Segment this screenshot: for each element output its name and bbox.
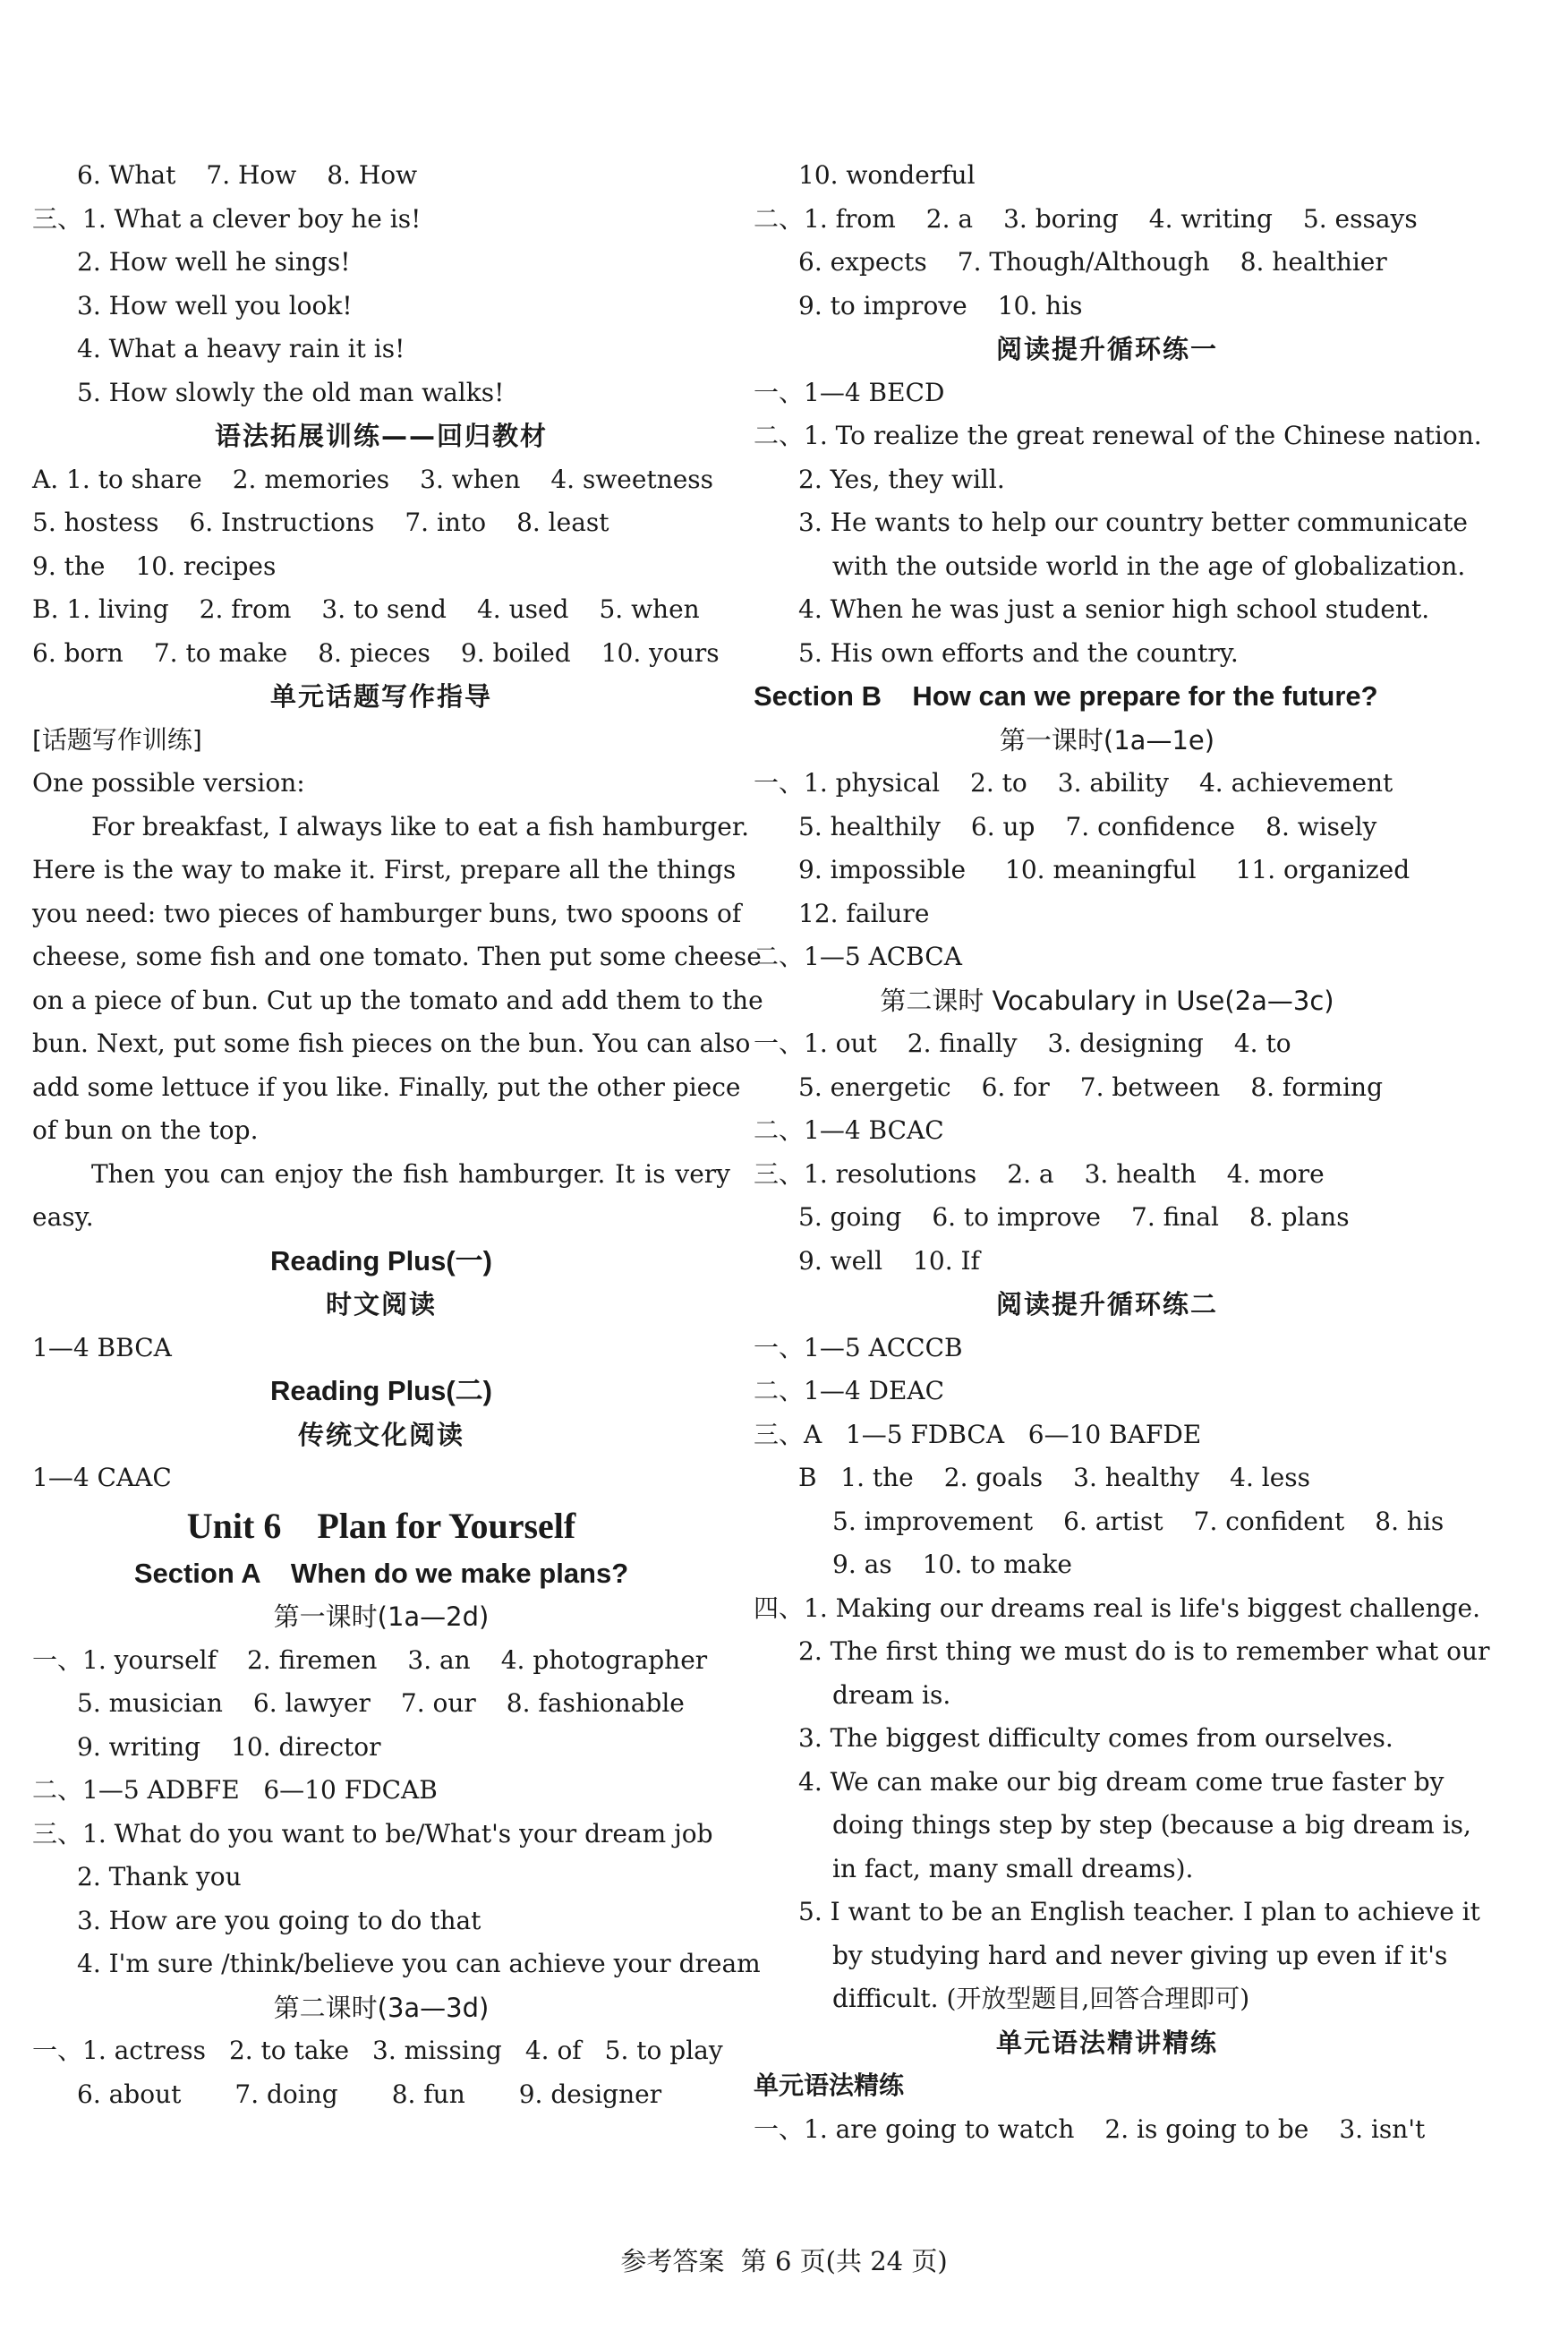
answer-line: 3. How well you look! <box>77 290 353 320</box>
answer-item: 9. boiled <box>460 637 571 668</box>
answer-line: 二、1—4 DEAC <box>754 1376 945 1405</box>
answer-item: 2. memories <box>232 464 390 494</box>
section-heading: Section A When do we make plans? <box>133 1557 629 1589</box>
answer-item: 9. to improve <box>798 290 967 320</box>
answer-item: 3. missing <box>372 2036 502 2065</box>
answer-line <box>754 1500 1461 1544</box>
answer-item: 3. healthy <box>1073 1463 1200 1492</box>
answer-item: 6. artist <box>1063 1506 1163 1536</box>
answer-line: 2. Thank you <box>77 1862 242 1891</box>
answer-item: 3. health <box>1084 1158 1197 1189</box>
answer-line <box>754 1456 1461 1500</box>
answer-item: 一、1. actress <box>32 2036 206 2065</box>
answer-item: 6. to improve <box>932 1202 1101 1232</box>
answer-item: 8. plans <box>1248 1202 1350 1232</box>
answer-line: 2. Yes, they will. <box>798 464 1005 494</box>
answer-item: 2. goals <box>943 1463 1044 1492</box>
section-heading: 单元话题写作指导 <box>269 681 492 712</box>
answer-line: 一、1—4 BECD <box>754 377 945 407</box>
answer-line <box>754 762 1461 806</box>
answer-item: 5. hostess <box>32 508 159 537</box>
essay-line: For breakfast, I always like to eat a fish hamburger. <box>91 811 750 841</box>
essay-line: easy. <box>32 1202 94 1232</box>
answer-item: 7. doing <box>234 2079 338 2109</box>
essay-line: on a piece of bun. Cut up the tomato and add them to the <box>32 985 763 1015</box>
answer-line <box>754 1153 1461 1197</box>
answer-item: 6. What <box>77 160 176 190</box>
essay-line: Here is the way to make it. First, prepare all the things <box>32 855 737 884</box>
answer-item: 4. achievement <box>1198 768 1393 798</box>
answer-line <box>754 241 1461 285</box>
answer-line <box>754 1543 1461 1587</box>
answer-item: 4. sweetness <box>550 464 714 494</box>
answer-item: 5. musician <box>77 1688 223 1718</box>
section-heading: Reading Plus(二) <box>269 1375 492 1406</box>
answer-item: 7. into <box>405 508 487 537</box>
unit-title: Unit 6 Plan for Yourself <box>186 1505 576 1546</box>
answer-item: 3. when <box>420 464 521 494</box>
answer-line: 5. I want to be an English teacher. I plan to achieve it <box>798 1897 1480 1926</box>
answer-item: 10. If <box>913 1245 980 1276</box>
answer-item: 8. fashionable <box>506 1688 685 1718</box>
answer-item: 9. the <box>32 551 106 581</box>
answer-item: 6. lawyer <box>252 1688 371 1718</box>
essay-line: of bun on the top. <box>32 1115 259 1145</box>
answer-item: 9. as <box>832 1550 892 1579</box>
answer-item: 6. up <box>970 811 1035 841</box>
answer-item: 2. a <box>925 203 974 234</box>
answer-item: 一、1. yourself <box>32 1644 217 1675</box>
essay-line: you need: two pieces of hamburger buns, two spoons of <box>32 898 742 928</box>
answer-item: 一、1. out <box>754 1029 877 1058</box>
answer-item: 2. to <box>970 768 1027 798</box>
answer-line: 1—4 BBCA <box>32 1332 172 1362</box>
answer-item: 8. his <box>1375 1506 1444 1536</box>
answer-line <box>32 545 730 589</box>
answer-line <box>754 2108 1461 2152</box>
answer-line: 二、1—5 ADBFE 6—10 FDCAB <box>32 1775 438 1805</box>
answer-line: 4. What a heavy rain it is! <box>77 334 405 363</box>
answer-item: 三、1. resolutions <box>754 1158 977 1189</box>
answer-item: 8. least <box>516 508 609 537</box>
essay-line: cheese, some fish and one tomato. Then put some cheese <box>32 942 762 971</box>
answer-item: 2. finally <box>907 1029 1018 1058</box>
answer-item: 2. firemen <box>246 1644 378 1675</box>
answer-item: 5. essays <box>1302 203 1418 234</box>
answer-line: 1—4 CAAC <box>32 1463 172 1492</box>
answer-line: doing things step by step (because a big dream is, <box>832 1810 1471 1840</box>
answer-line: 一、1—5 ACCCB <box>754 1332 963 1362</box>
section-heading: 语法拓展训练——回归教材 <box>214 421 548 451</box>
answer-line <box>32 1639 730 1683</box>
answer-item: 10. director <box>231 1731 381 1762</box>
answer-line <box>754 806 1461 850</box>
subsection-heading: 传统文化阅读 <box>297 1419 464 1450</box>
answer-line: 4. When he was just a senior high school student. <box>798 594 1430 624</box>
essay-line: Then you can enjoy the fish hamburger. It is very <box>91 1158 730 1189</box>
answer-line <box>754 285 1461 329</box>
answer-item: 7. to make <box>153 637 288 668</box>
answer-line <box>754 849 1461 892</box>
lesson-heading: 第一课时(1a—1e) <box>999 724 1215 756</box>
answer-item: 10. meaningful <box>1005 855 1197 884</box>
answer-line <box>32 198 730 242</box>
answer-item: 二、1. from <box>754 203 896 234</box>
answer-line: in fact, many small dreams). <box>832 1853 1194 1883</box>
answer-item: 7. How <box>206 160 297 190</box>
answer-line <box>32 588 730 632</box>
answer-item: 1. What a clever boy he is! <box>82 203 422 234</box>
answer-line: 二、1—5 ACBCA <box>754 942 962 971</box>
answer-item: 7. confident <box>1193 1506 1345 1536</box>
essay-line: bun. Next, put some fish pieces on the bun. You can also <box>32 1029 751 1058</box>
answer-line <box>32 458 730 502</box>
answer-item: 7. confidence <box>1065 811 1236 841</box>
lesson-heading: 第一课时(1a—2d) <box>273 1601 490 1632</box>
answer-line: 5. How slowly the old man walks! <box>77 377 505 407</box>
answer-item: 4. more <box>1226 1158 1325 1189</box>
answer-line: 三、1. What do you want to be/What's your dream job <box>32 1818 713 1849</box>
answer-line: 5. His own efforts and the country. <box>798 637 1239 668</box>
answer-item: 4. writing <box>1148 203 1273 234</box>
lesson-heading: 第二课时(3a—3d) <box>273 1992 490 2023</box>
subsection-heading: 单元语法精练 <box>754 2071 905 2100</box>
answer-item: 5. to play <box>604 2036 723 2065</box>
section-heading: 单元语法精讲精练 <box>995 2027 1218 2058</box>
answer-item: 10. recipes <box>135 551 277 581</box>
answer-line: 12. failure <box>798 898 930 928</box>
answer-item: 2. from <box>199 594 292 624</box>
left-column <box>32 154 763 2116</box>
answer-item: A. 1. to share <box>32 464 202 494</box>
answer-line: 四、1. Making our dreams real is life's biggest challenge. <box>754 1592 1481 1623</box>
right-column <box>754 154 1490 2151</box>
answer-line <box>754 1240 1461 1284</box>
answer-line <box>754 1022 1461 1066</box>
answer-line <box>32 632 730 676</box>
answer-item: 10. his <box>997 290 1083 320</box>
subsection-heading: [话题写作训练] <box>32 724 202 755</box>
answer-line: 4. We can make our big dream come true faster by <box>798 1766 1444 1797</box>
answer-item: 4. photographer <box>500 1644 708 1675</box>
section-heading: Reading Plus(一) <box>269 1244 492 1276</box>
answer-item: 5. when <box>599 594 700 624</box>
answer-item: 11. organized <box>1235 855 1410 884</box>
answer-item: 一、1. physical <box>754 768 941 798</box>
answer-line: 3. How are you going to do that <box>77 1905 481 1935</box>
answer-item: 3. ability <box>1057 768 1169 798</box>
answer-item: 6. for <box>981 1072 1050 1102</box>
answer-item: 7. Though/Although <box>957 247 1210 277</box>
section-heading: Section B How can we prepare for the future? <box>754 680 1378 712</box>
answer-item: 9. impossible <box>798 855 967 884</box>
answer-line: 3. The biggest difficulty comes from ourselves. <box>798 1723 1393 1753</box>
answer-item: 2. is going to be <box>1104 2113 1309 2144</box>
answer-line <box>32 2029 730 2073</box>
answer-line: with the outside world in the age of globalization. <box>832 551 1466 581</box>
answer-line: dream is. <box>832 1679 951 1710</box>
answer-item: 一、1. are going to watch <box>754 2113 1075 2144</box>
answer-item: 8. healthier <box>1240 247 1387 277</box>
answer-item: 8. How <box>327 160 418 190</box>
answer-line <box>32 154 730 198</box>
answer-line <box>32 1726 730 1770</box>
answer-item: 6. Instructions <box>189 508 375 537</box>
answer-line <box>754 1196 1461 1240</box>
answer-item: 4. less <box>1230 1463 1311 1492</box>
answer-item: 8. pieces <box>318 637 430 668</box>
answer-item: 4. used <box>476 594 569 624</box>
answer-item: 4. to <box>1233 1029 1291 1058</box>
answer-item: 5. going <box>798 1202 902 1232</box>
answer-item: 7. our <box>400 1688 476 1718</box>
answer-item: 8. fun <box>391 2079 465 2109</box>
answer-item: 8. wisely <box>1265 811 1377 841</box>
section-heading: 阅读提升循环练二 <box>995 1289 1218 1319</box>
answer-item: 6. expects <box>798 247 927 277</box>
answer-item: 6. born <box>32 637 124 668</box>
answer-item: 6. about <box>77 2079 182 2109</box>
answer-item: 3. to send <box>321 594 447 624</box>
section-heading: 阅读提升循环练一 <box>995 334 1218 364</box>
answer-item: 10. yours <box>601 637 720 668</box>
answer-line <box>32 1682 730 1726</box>
lesson-heading: 第二课时 Vocabulary in Use(2a—3c) <box>880 985 1334 1016</box>
essay-intro: One possible version: <box>32 768 305 798</box>
answer-item: B 1. the <box>798 1463 914 1492</box>
subsection-heading: 时文阅读 <box>325 1289 437 1319</box>
answer-item: 2. a <box>1007 1158 1054 1189</box>
answer-item: 5. healthily <box>798 811 941 841</box>
answer-item: 7. between <box>1079 1072 1221 1102</box>
answer-item: 3. boring <box>1003 203 1119 234</box>
answer-line <box>754 1066 1461 1110</box>
answer-line: 4. I'm sure /think/believe you can achieve your dream <box>77 1949 761 1978</box>
answer-item: 3. isn't <box>1339 2113 1426 2144</box>
answer-line: 2. The first thing we must do is to remember what our <box>798 1636 1490 1666</box>
answer-line: 2. How well he sings! <box>77 247 351 277</box>
answer-item: 9. designer <box>518 2079 662 2109</box>
answer-line: difficult. (开放型题目,回答合理即可) <box>832 1984 1250 2013</box>
answer-item: B. 1. living <box>32 594 169 624</box>
answer-item: 7. final <box>1131 1202 1219 1232</box>
answer-line: 三、A 1—5 FDBCA 6—10 BAFDE <box>754 1419 1202 1449</box>
answer-item: 9. well <box>798 1245 883 1276</box>
answer-line <box>32 501 730 545</box>
answer-item: 8. forming <box>1250 1072 1383 1102</box>
answer-line: 二、1—4 BCAC <box>754 1115 944 1145</box>
answer-item: 5. energetic <box>798 1072 951 1102</box>
answer-item: 10. to make <box>922 1550 1072 1579</box>
answer-line: 3. He wants to help our country better communicate <box>798 508 1468 537</box>
answer-line: 二、1. To realize the great renewal of the Chinese nation. <box>754 421 1482 450</box>
answer-item: 5. improvement <box>832 1506 1034 1536</box>
answer-line: 10. wonderful <box>798 160 976 190</box>
answer-line <box>754 198 1461 242</box>
answer-line <box>32 2073 730 2117</box>
answer-item: 3. an <box>407 1644 471 1675</box>
essay-line: add some lettuce if you like. Finally, put the other piece <box>32 1072 741 1102</box>
answer-line: by studying hard and never giving up even if it's <box>832 1940 1448 1970</box>
answer-item: 9. writing <box>77 1731 201 1762</box>
answer-item: 4. of <box>524 2036 582 2065</box>
answer-item: 2. to take <box>228 2036 350 2065</box>
page-footer: 参考答案 第 6 页(共 24 页) <box>620 2246 948 2276</box>
section-number: 三、 <box>32 203 83 234</box>
answer-item: 3. designing <box>1047 1029 1204 1058</box>
